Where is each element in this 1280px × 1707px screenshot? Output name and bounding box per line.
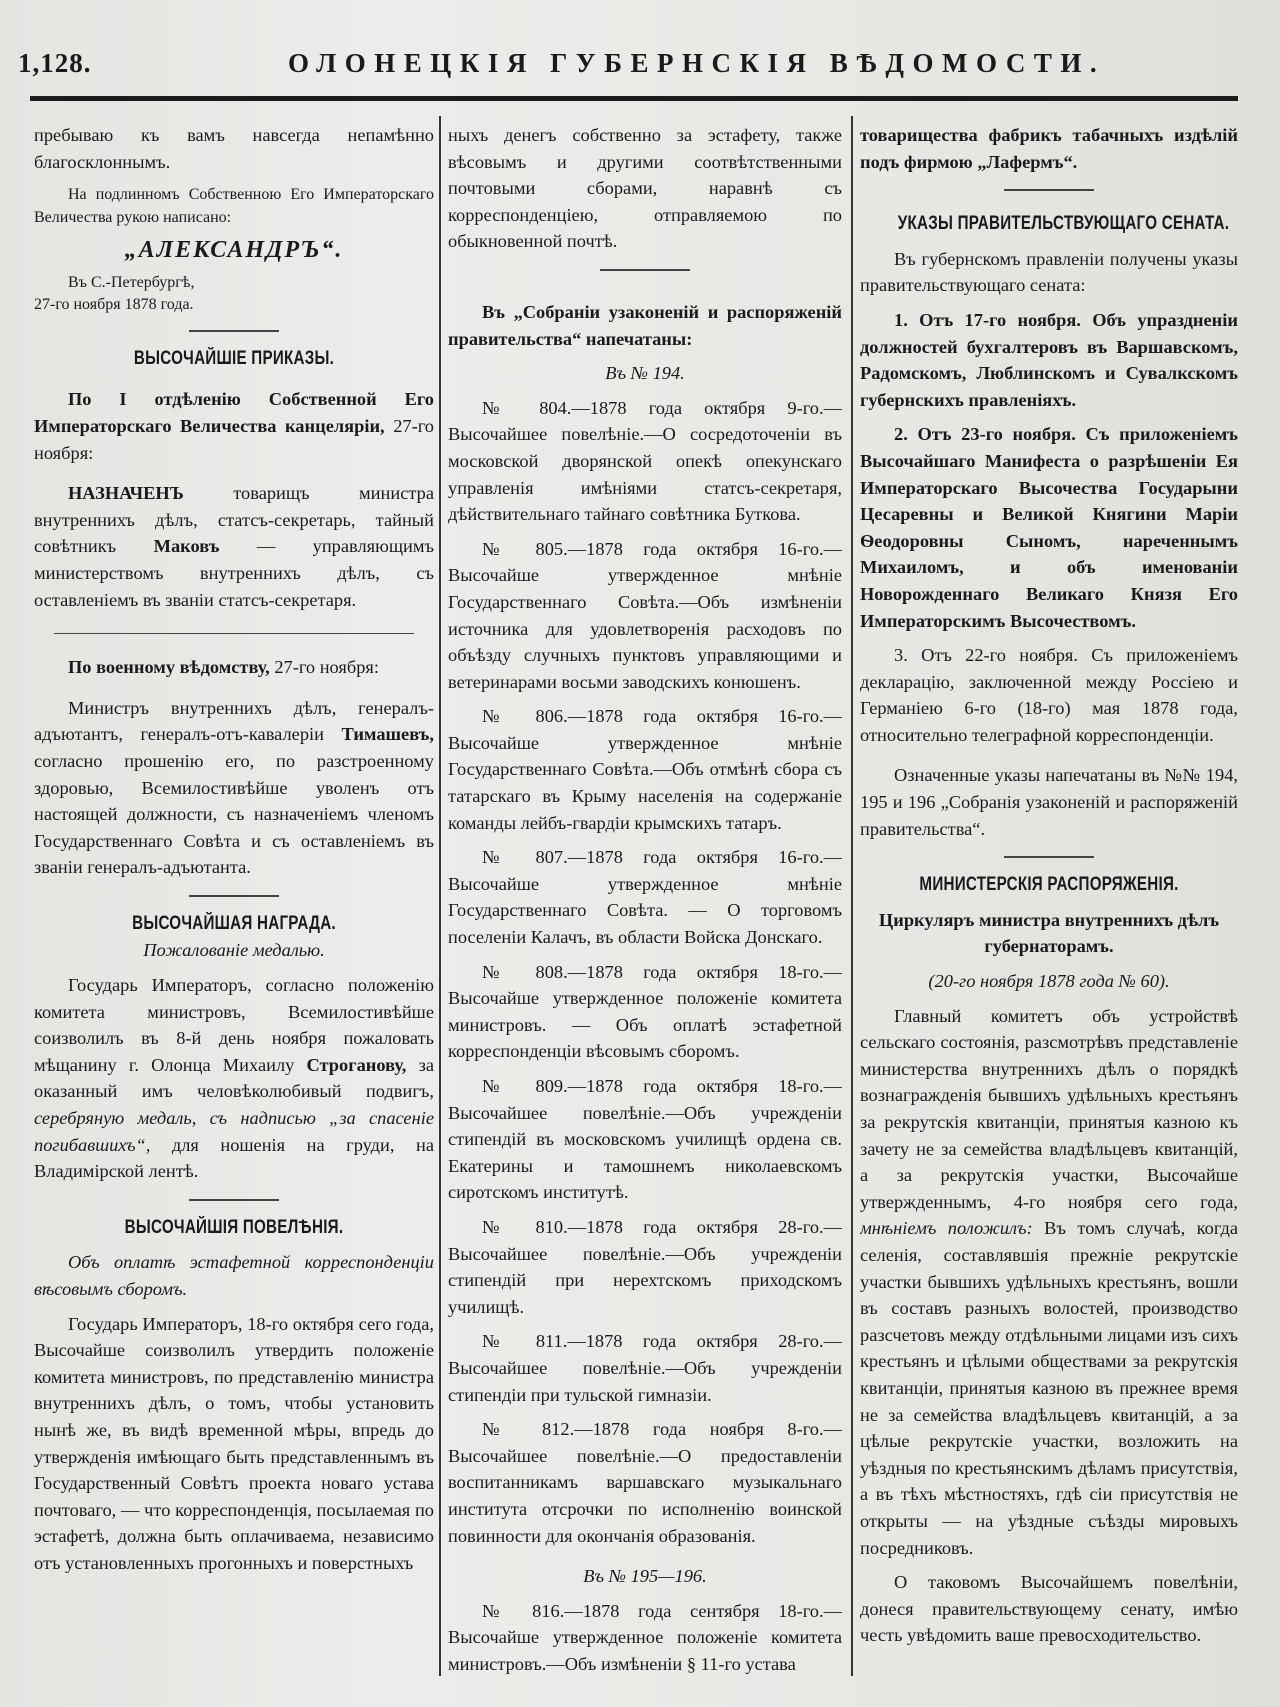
date-line: 27-го ноября 1878 года. (34, 295, 194, 313)
text-run: Въ томъ случаѣ, когда селенія, составлявшія прежніе рекрутскіе участки бывшихъ удѣльныхъ крестьянъ, вошли въ составъ разныхъ волостей, производство разсчетовъ между отдѣльными лицами изъ сихъ крестьянъ и цѣлыми обществами за рекрутскія квитанціи, принятыя казною въ прежнее время не за семейства владѣльцевъ квитанцій, а за цѣлые рекрутскіе участки, возложить на уѣздныя по крестьянскимъ дѣламъ присутствія, а въ тѣхъ мѣстностяхъ, гдѣ сіи присутствія не открыты — на уѣздные съѣзды мировыхъ посредниковъ. (860, 1218, 1238, 1558)
heading-award: ВЫСОЧАЙШАЯ НАГРАДА. (132, 912, 336, 934)
header-rule (30, 96, 1238, 101)
paragraph: товарищества фабрикъ табачныхъ издѣлій подъ фирмою „Лафермъ“. (860, 125, 1238, 172)
paragraph: пребываю къ вамъ навсегда непамѣнно благосклоннымъ. (34, 125, 434, 172)
place-line: Въ С.-Петербургѣ, (68, 273, 195, 291)
entry: № 808.—1878 года октября 18-го.—Высочайше утвержденное положеніе комитета министровъ. — Объ оплатѣ эстафетной корреспонденціи вѣсовымъ сборомъ. (448, 961, 842, 1062)
text-run: Государь Императоръ, согласно положенію комитета министровъ, Всемилостивѣйше соизволилъ въ 8-й день ноября пожаловать мѣщанину г. Олонца Михаилу (34, 975, 434, 1075)
paragraph: ныхъ денегъ собственно за эстафету, также вѣсовымъ и другими соотвѣтственными почтовыми сборами, наравнѣ съ корреспонденціею, отправляемою по обыкновенной почтѣ. (448, 125, 842, 252)
decree-item: 3. Отъ 22-го ноября. Съ приложеніемъ декларацію, заключенной между Россіею и Германіею 6-го (18-го) мая 1878 года, относительно телеграфной корреспонденціи. (860, 645, 1238, 745)
dept-tail: 27-го ноября: (34, 415, 434, 463)
text-run: — управляющимъ министерствомъ внутреннихъ дѣлъ, съ оставленіемъ въ званіи статсъ-секретаря. (34, 536, 434, 610)
paragraph: Въ губернскомъ правленіи получены указы правительствующаго сената: (860, 248, 1238, 296)
heading-orders: ВЫСОЧАЙШІЕ ПРИКАЗЫ. (133, 347, 335, 369)
text-run: Министръ внутреннихъ дѣлъ, генералъ-адъютантъ, генералъ-отъ-кавалеріи (34, 697, 434, 745)
mil-tail: 27-го ноября: (269, 657, 379, 678)
person-name: Маковъ (153, 536, 220, 557)
masthead-title: ОЛОНЕЦКІЯ ГУБЕРНСКІЯ ВѢДОМОСТИ. (288, 48, 1106, 78)
text-run: для ношенія на груди, на Владимірской лентѣ. (34, 1134, 434, 1182)
entry: № 809.—1878 года октября 18-го.—Высочайшее повелѣніе.—Объ учрежденіи стипендій въ московскомъ училищѣ ордена св. Екатерины и тамошнемъ николаевскомъ сиротскомъ институтѣ. (448, 1076, 842, 1203)
text-run: серебряную медаль, съ надписью „за спасеніе погибавшихъ“, (34, 1108, 434, 1155)
subheading-circular: Циркуляръ министра внутреннихъ дѣлъ губернаторамъ. (878, 909, 1220, 957)
entry: № 812.—1878 года ноября 8-го.—Высочайшее повелѣніе.—О предоставленіи воспитанникамъ варшавскаго музыкальнаго института отсрочки по исполненію воинской повинности для окончанія образованія. (448, 1419, 842, 1546)
text-run: Главный комитетъ объ устройствѣ сельскаго состоянія, разсмотрѣвъ представленіе министерства внутреннихъ дѣлъ о порядкѣ вознагражденія бывшихъ удѣльныхъ крестьянъ за рекрутскія квитанціи, принятыя казною къ зачету не за семейства владѣльцевъ квитанцій, а за рекрутскія участки, Высочайше утвержденнымъ, 4-го ноября сего года, (860, 1005, 1238, 1212)
text-run: согласно прошенію его, по разстроенному здоровью, Всемилостивѣйше уволенъ отъ настоящей должности, съ назначеніемъ членомъ Государственнаго Совѣта и съ оставленіемъ въ званіи генералъ-адъютанта. (34, 750, 434, 878)
page-number: 1,128. (18, 48, 92, 78)
column-divider (851, 116, 853, 1676)
column-3 (860, 122, 1238, 1682)
column-1 (34, 122, 434, 1682)
decree-item: 1. Отъ 17-го ноября. Объ упраздненіи должностей бухгалтеровъ въ Варшавскомъ, Радомскомъ, Люблинскомъ и Сувалкскомъ губернскихъ правленіяхъ. (860, 309, 1238, 410)
dept-lead: По I отдѣленію Собственной Его Императорскаго Величества канцеляріи, (34, 389, 434, 436)
entry: № 805.—1878 года октября 16-го.—Высочайше утвержденное мнѣніе Государственнаго Совѣта.—Объ измѣненіи источника для удовлетворенія расходовъ по объѣзду случныхъ пунктовъ управляющими и ветеринарами восьми заводскихъ конюшенъ. (448, 538, 842, 692)
circular-date: (20-го ноября 1878 года № 60). (928, 971, 1170, 992)
paragraph: Въ „Собраніи узаконеній и распоряженій правительства“ напечатаны: (448, 301, 842, 349)
entry: № 804.—1878 года октября 9-го.—Высочайшее повелѣніе.—О сосредоточеніи въ московской дворянской опекѣ опекунскаго управленія имѣніями статсъ-секретаря, дѣйствительнаго тайнаго совѣтника Буткова. (448, 397, 842, 525)
entry: № 806.—1878 года октября 16-го.—Высочайше утвержденное мнѣніе Государственнаго Совѣта.—Объ отмѣнѣ сбора съ татарскаго въ Крыму населенія на содержаніе команды лейбъ-гвардіи крымскихъ татаръ. (448, 706, 842, 833)
appoint-lead: НАЗНАЧЕНЪ (68, 483, 184, 504)
heading-senate: УКАЗЫ ПРАВИТЕЛЬСТВУЮЩАГО СЕНАТА. (897, 213, 1230, 235)
entry: № 811.—1878 года октября 28-го.—Высочайшее повелѣніе.—Объ учрежденіи стипендіи при тульской гимназіи. (448, 1331, 842, 1405)
heading-ministry: МИНИСТЕРСКІЯ РАСПОРЯЖЕНІЯ. (919, 874, 1179, 896)
text-run: мнѣніемъ положилъ: (860, 1218, 1033, 1239)
entry: № 810.—1878 года октября 28-го.—Высочайшее повелѣніе.—Объ учрежденіи стипендій при нерехтскомъ приходскомъ училищѣ. (448, 1216, 842, 1317)
mil-lead: По военному вѣдомству, (68, 657, 270, 678)
signature: „АЛЕКСАНДРЪ“. (124, 237, 344, 264)
entry: № 816.—1878 года сентября 18-го.—Высочайше утвержденное положеніе комитета министровъ.—Объ измѣненіи § 11-го устава (448, 1600, 842, 1674)
entry: № 807.—1878 года октября 16-го.—Высочайше утвержденное мнѣніе Государственнаго Совѣта. — О торговомъ поселеніи Калачъ, въ области Войска Донскаго. (448, 847, 842, 948)
issue-heading: Въ № 195—196. (583, 1566, 707, 1587)
paragraph: На подлинномъ Собственною Его Императорскаго Величества рукою написано: (34, 186, 434, 227)
heading-commands: ВЫСОЧАЙШІЯ ПОВЕЛѢНІЯ. (124, 1216, 344, 1238)
issue-heading: Въ № 194. (605, 363, 685, 384)
page-header (18, 44, 1243, 84)
text-run: товарищъ министра внутреннихъ дѣлъ, статсъ-секретарь, тайный совѣтникъ (34, 483, 434, 557)
paragraph: Государь Императоръ, 18-го октября сего года, Высочайше соизволилъ утвердить положеніе комитета министровъ, по представленію министра внутреннихъ дѣлъ, о томъ, чтобы установить нынѣ же, въ видѣ временной мѣры, впредь до утвержденія имѣющаго быть представленнымъ въ Государственный Совѣтъ проекта новаго устава почтоваго, — что корреспонденція, посылаемая по эстафетѣ, должна быть оплачиваема, независимо отъ установленныхъ прогонныхъ и поверстныхъ (34, 1313, 434, 1573)
subheading-award: Пожалованіе медалью. (143, 940, 325, 961)
column-2 (448, 122, 842, 1682)
person-name: Строганову, (306, 1054, 407, 1075)
text-run: за оказанный имъ человѣколюбивый подвигъ, (34, 1054, 434, 1102)
paragraph: Означенные указы напечатаны въ №№ 194, 195 и 196 „Собранія узаконеній и распоряженій правительства“. (860, 765, 1238, 839)
person-name: Тимашевъ, (341, 724, 434, 745)
subheading-commands: Объ оплатѣ эстафетной корреспонденціи вѣсовымъ сборомъ. (34, 1252, 434, 1299)
decree-item: 2. Отъ 23-го ноября. Съ приложеніемъ Высочайшаго Манифеста о разрѣшеніи Ея Императорскаго Высочества Государыни Цесаревны и Великой Княгини Маріи Ѳеодоровны Сыномъ, нареченнымъ Михаиломъ, и объ именованіи Новорожденнаго Великаго Князя Его Императорскимъ Высочествомъ. (860, 424, 1238, 631)
paragraph: О таковомъ Высочайшемъ повелѣніи, донеся правительствующему сенату, имѣю честь увѣдомить ваше превосходительство. (860, 1572, 1238, 1646)
column-divider (439, 116, 441, 1676)
